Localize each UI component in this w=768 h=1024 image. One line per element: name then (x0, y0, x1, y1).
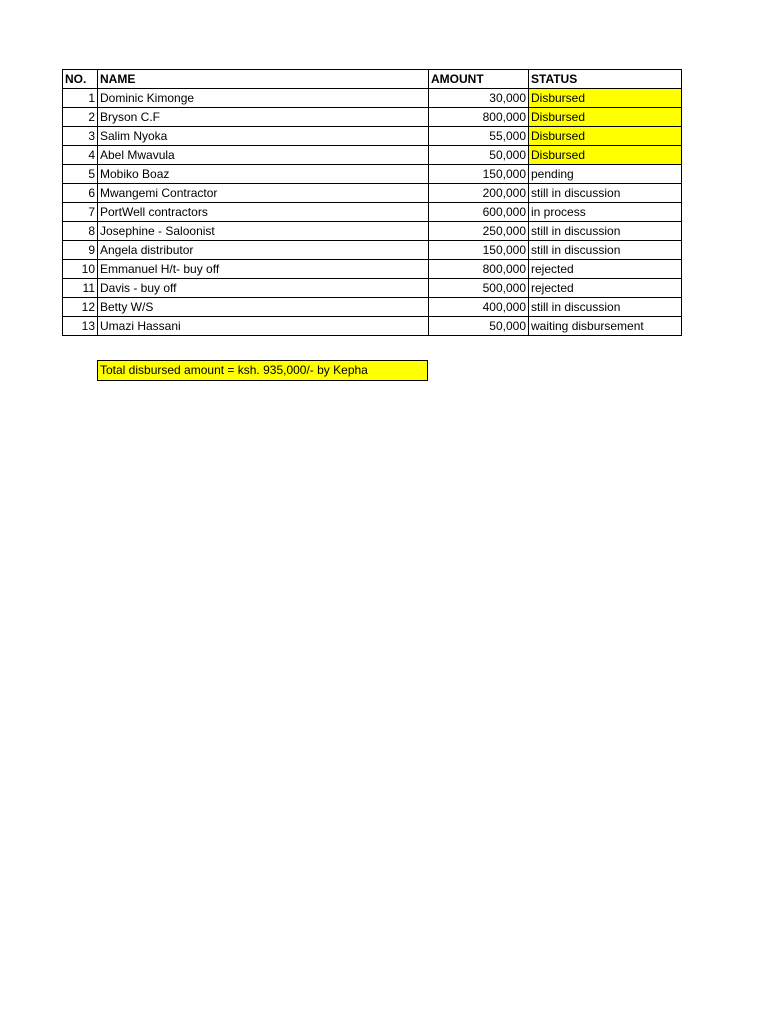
row-status-cell: Disbursed (529, 89, 682, 108)
row-amount-cell: 200,000 (429, 184, 529, 203)
row-name-cell: Mobiko Boaz (98, 165, 429, 184)
row-status-cell: Disbursed (529, 127, 682, 146)
row-name-cell: Josephine - Saloonist (98, 222, 429, 241)
row-amount-cell: 250,000 (429, 222, 529, 241)
row-name-cell: Abel Mwavula (98, 146, 429, 165)
total-disbursed-note: Total disbursed amount = ksh. 935,000/- by Kepha (97, 360, 428, 381)
table-row (63, 165, 682, 184)
header-name: NAME (98, 70, 429, 89)
row-name-cell: Mwangemi Contractor (98, 184, 429, 203)
row-status-cell: still in discussion (529, 222, 682, 241)
header-row (63, 70, 682, 89)
row-amount-cell: 50,000 (429, 317, 529, 336)
table-row (63, 89, 682, 108)
disbursement-table (62, 69, 682, 336)
table-body (63, 89, 682, 336)
row-amount-cell: 800,000 (429, 260, 529, 279)
row-number-cell: 5 (63, 165, 98, 184)
row-number-cell: 7 (63, 203, 98, 222)
row-number-cell: 12 (63, 298, 98, 317)
table-row (63, 260, 682, 279)
row-number-cell: 2 (63, 108, 98, 127)
table-row (63, 317, 682, 336)
row-number-cell: 3 (63, 127, 98, 146)
header-amount: AMOUNT (429, 70, 529, 89)
row-name-cell: Salim Nyoka (98, 127, 429, 146)
row-status-cell: waiting disbursement (529, 317, 682, 336)
row-status-cell: Disbursed (529, 146, 682, 165)
row-number-cell: 4 (63, 146, 98, 165)
row-amount-cell: 50,000 (429, 146, 529, 165)
header-status: STATUS (529, 70, 682, 89)
header-no: NO. (63, 70, 98, 89)
row-number-cell: 13 (63, 317, 98, 336)
row-status-cell: rejected (529, 279, 682, 298)
row-number-cell: 8 (63, 222, 98, 241)
row-name-cell: Bryson C.F (98, 108, 429, 127)
table-row (63, 279, 682, 298)
row-number-cell: 9 (63, 241, 98, 260)
row-number-cell: 11 (63, 279, 98, 298)
table-row (63, 298, 682, 317)
row-amount-cell: 800,000 (429, 108, 529, 127)
row-amount-cell: 30,000 (429, 89, 529, 108)
row-number-cell: 1 (63, 89, 98, 108)
row-status-cell: Disbursed (529, 108, 682, 127)
row-name-cell: Angela distributor (98, 241, 429, 260)
row-amount-cell: 600,000 (429, 203, 529, 222)
table-row (63, 241, 682, 260)
row-status-cell: still in discussion (529, 184, 682, 203)
table-row (63, 146, 682, 165)
row-number-cell: 6 (63, 184, 98, 203)
table-row (63, 203, 682, 222)
row-amount-cell: 55,000 (429, 127, 529, 146)
row-status-cell: in process (529, 203, 682, 222)
row-status-cell: pending (529, 165, 682, 184)
row-number-cell: 10 (63, 260, 98, 279)
table-row (63, 184, 682, 203)
table-row (63, 108, 682, 127)
row-name-cell: PortWell contractors (98, 203, 429, 222)
table-row (63, 222, 682, 241)
row-status-cell: rejected (529, 260, 682, 279)
row-name-cell: Dominic Kimonge (98, 89, 429, 108)
row-name-cell: Davis - buy off (98, 279, 429, 298)
row-amount-cell: 500,000 (429, 279, 529, 298)
row-amount-cell: 150,000 (429, 165, 529, 184)
row-amount-cell: 150,000 (429, 241, 529, 260)
row-name-cell: Betty W/S (98, 298, 429, 317)
row-status-cell: still in discussion (529, 241, 682, 260)
row-amount-cell: 400,000 (429, 298, 529, 317)
row-name-cell: Emmanuel H/t- buy off (98, 260, 429, 279)
row-name-cell: Umazi Hassani (98, 317, 429, 336)
row-status-cell: still in discussion (529, 298, 682, 317)
table-row (63, 127, 682, 146)
